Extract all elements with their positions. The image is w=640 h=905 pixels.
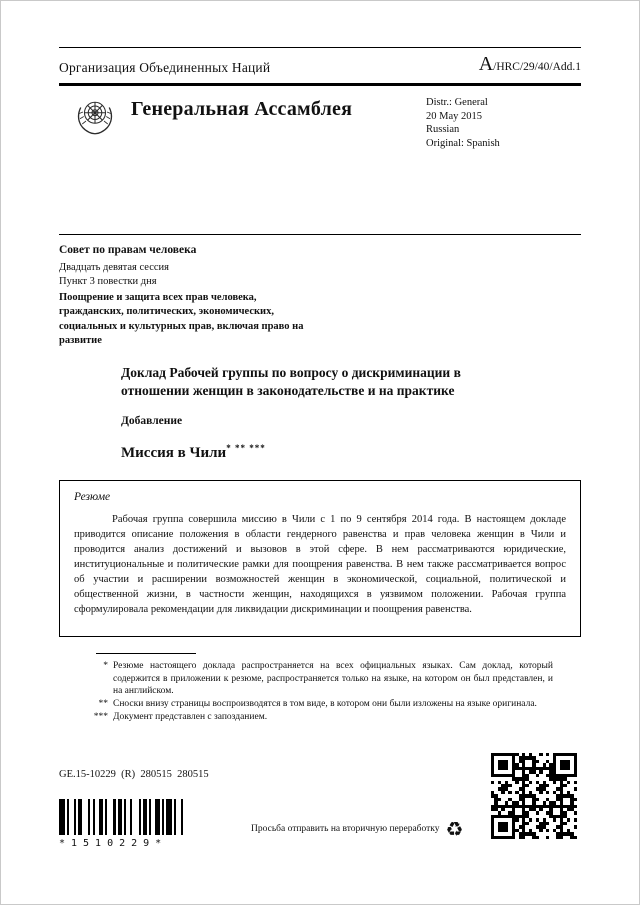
footnote-text: Документ представлен с запозданием. bbox=[113, 711, 268, 722]
assembly-header bbox=[59, 86, 581, 235]
recycle-icon: ♻ bbox=[445, 817, 464, 841]
ge-number: GE.15-10229 (R) 280515 280515 bbox=[59, 769, 209, 780]
mission-title-text: Миссия в Чили bbox=[121, 445, 227, 462]
agenda-item: Пункт 3 повестки дня bbox=[59, 275, 157, 287]
distribution-block bbox=[426, 96, 500, 151]
session-block bbox=[59, 243, 581, 348]
footnote-text: Сноски внизу страницы воспроизводятся в том виде, в котором они были изложены на языке оригинала. bbox=[113, 699, 537, 710]
council-title: Совет по правам человека bbox=[59, 244, 197, 256]
mission-title bbox=[121, 443, 581, 462]
summary-body: Рабочая группа совершила миссию в Чили с 1 по 9 сентября 2014 года. В настоящем докладе приводится описание положения в области гендерного равенства и прав человека женщин в Чили и проводится анализ достижений и вызовов в этой сфере. В нем рассматриваются юридические, институциональные и политические рамки для поощрения равенства. В нем также рассматривается вопрос об участии и расширении возможностей женщин в экономической, социальной, политической и общественной жизни, в частности женщин, находящихся в уязвимом положении. Рабочая группа сформулировала рекомендации для ликвидации дискриминации и поощрения равенства. bbox=[74, 514, 566, 615]
agenda-title: Поощрение и защита всех прав человека, гражданских, политических, экономических, социальных и культурных прав, включая право на развитие bbox=[59, 292, 304, 346]
barcode-label: *1510229* bbox=[59, 838, 168, 849]
footnote-mark: *** bbox=[93, 711, 108, 722]
masthead bbox=[59, 48, 581, 86]
footnote-separator bbox=[96, 653, 196, 654]
org-name: Организация Объединенных Наций bbox=[59, 60, 271, 75]
document-symbol-rest: /HRC/29/40/Add.1 bbox=[493, 61, 581, 73]
footnote bbox=[78, 698, 639, 711]
mission-footnote-marks: * ** *** bbox=[226, 443, 266, 454]
recycle-text: Просьба отправить на вторичную переработку bbox=[251, 824, 440, 834]
session-line: Двадцать девятая сессия bbox=[59, 261, 169, 273]
distr-line: Distr.: General bbox=[426, 97, 488, 108]
footnote bbox=[78, 660, 639, 698]
footnote-text: Резюме настоящего доклада распространяется на всех официальных языках. Сам доклад, который содержится в приложении к резюме, распространяется только на языке, на котором он был представлен, и на английском. bbox=[113, 660, 553, 697]
addendum-label: Добавление bbox=[121, 415, 183, 428]
report-title: Доклад Рабочей группы по вопросу о дискриминации в отношении женщин в законодательстве и на практике bbox=[121, 364, 461, 399]
summary-box bbox=[59, 480, 581, 636]
original-line: Original: Spanish bbox=[426, 137, 500, 149]
summary-label: Резюме bbox=[74, 491, 111, 504]
footnote-mark: ** bbox=[98, 699, 108, 710]
title-block bbox=[121, 364, 581, 462]
date-line: 20 May 2015 bbox=[426, 110, 482, 122]
document-symbol bbox=[479, 53, 581, 76]
language-line: Russian bbox=[426, 124, 460, 136]
assembly-title: Генеральная Ассамблея bbox=[131, 98, 353, 120]
document-symbol-letter: A bbox=[478, 53, 494, 75]
un-emblem-icon bbox=[71, 94, 119, 142]
qr-code bbox=[491, 753, 577, 839]
recycle-line bbox=[251, 819, 496, 839]
footnote-mark: * bbox=[103, 660, 108, 671]
barcode bbox=[59, 799, 231, 835]
footnote bbox=[78, 711, 639, 724]
